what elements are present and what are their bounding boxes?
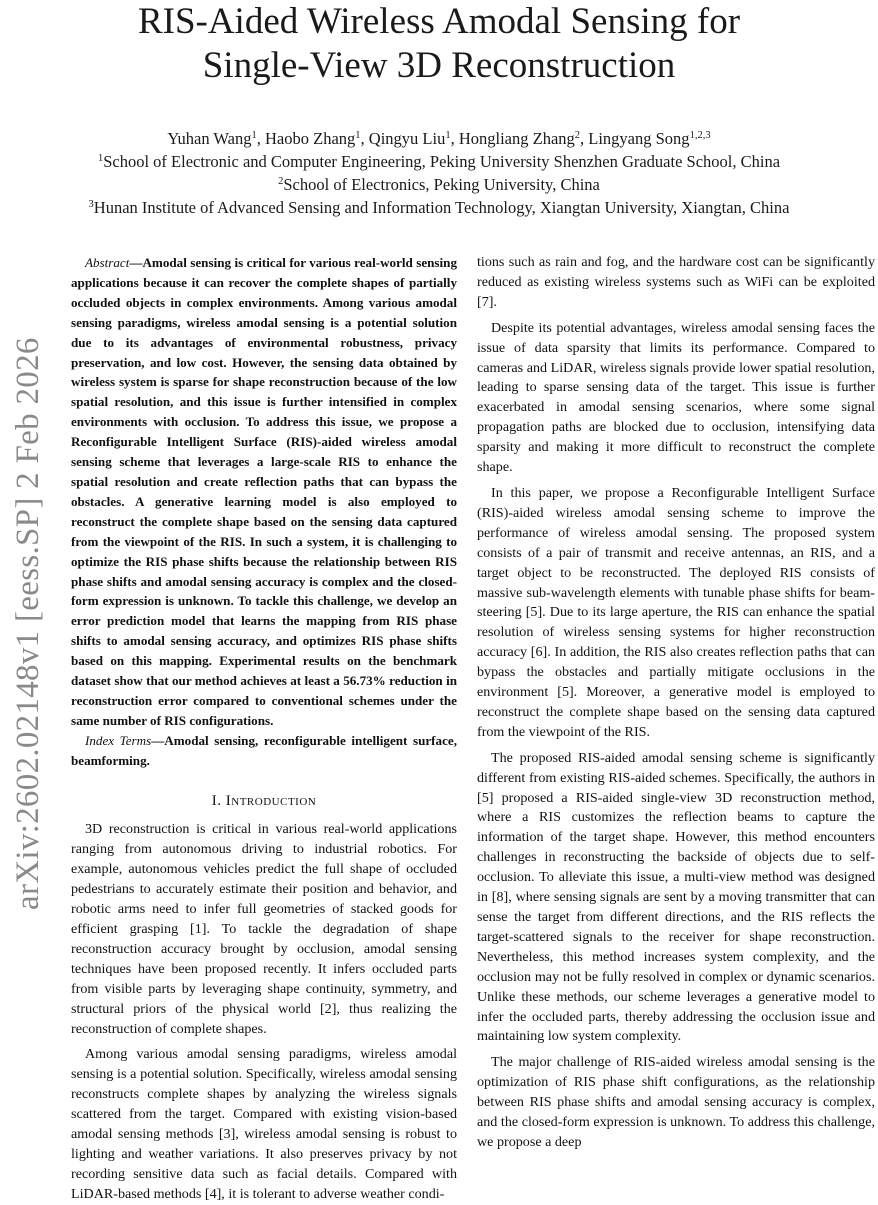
affiliation-number: 1 [97, 153, 104, 164]
author-block [0, 127, 878, 219]
author-name: Hongliang Zhang [458, 129, 575, 148]
affiliation-text: School of Electronics, Peking University, China [283, 175, 600, 194]
affiliation-text: Hunan Institute of Advanced Sensing and Information Technology, Xiangtan University, Xiangtan, China [93, 198, 790, 217]
section-heading-introduction: I. Introduction [211, 792, 317, 809]
paper-title [0, 0, 878, 88]
author-affiliation-mark: 1 [355, 130, 361, 141]
title-line-1: RIS-Aided Wireless Amodal Sensing for [137, 1, 741, 42]
index-terms: Index Terms—Amodal sensing, reconfigurable intelligent surface, beamforming. [71, 732, 457, 768]
arxiv-identifier-stamp: arXiv:2602.02148v1 [eess.SP] 2 Feb 2026 [10, 337, 46, 910]
left-column [71, 253, 457, 1205]
abstract: Abstract—Amodal sensing is critical for various real-world sensing applications because it can recover the complete shapes of partially occluded objects in complex environments. Among various amodal sensing paradigms, wireless amodal sensing is a potential solution due to its advantages of environmental robustness, privacy preservation, and low cost. However, the sensing data obtained by wireless system is sparse for shape reconstruction because of the low spatial resolution, and this issue is further intensified in complex environments with occlusion. To address this issue, we propose a Reconfigurable Intelligent Surface (RIS)-aided wireless amodal sensing scheme that leverages a large-scale RIS to enhance the spatial resolution and create reflection paths that can bypass the obstacles. A generative learning model is also employed to reconstruct the complete shape based on the sensing data captured from the viewpoint of the RIS. In such a system, it is challenging to optimize the RIS phase shifts because the relationship between RIS phase shifts and amodal sensing accuracy is complex and the closed-form expression is unknown. To tackle this challenge, we develop an error prediction model that learns the mapping from RIS phase shifts to amodal sensing accuracy, and optimizes RIS phase shifts based on this mapping. Experimental results on the benchmark dataset show that our method achieves at least a 56.73% reduction in reconstruction error compared to conventional schemes under the same number of RIS configurations. [71, 255, 457, 728]
body-paragraph: Despite its potential advantages, wireless amodal sensing faces the issue of data sparsity that limits its performance. Compared to cameras and LiDAR, wireless signals provide lower spatial resolution, leading to sparse sensing data of the target. This issue is further exacerbated in amodal sensing scenarios, where some signal propagation paths are blocked due to occlusion, intensifying data sparsity and making it more difficult to reconstruct the complete shape. [477, 319, 875, 476]
author-affiliation-mark: 1,2,3 [689, 130, 711, 141]
author-name: Qingyu Liu [368, 129, 446, 148]
body-paragraph: In this paper, we propose a Reconfigurable Intelligent Surface (RIS)-aided wireless amodal sensing scheme to improve the performance of wireless amodal sensing. The proposed system consists of a pair of transmit and receive antennas, an RIS, and a target object to be reconstructed. The deployed RIS consists of massive sub-wavelength elements with tunable phase shifts for beam-steering [5]. Due to its large aperture, the RIS can enhance the spatial resolution of wireless sensing systems for higher reconstruction accuracy [6]. In addition, the RIS also creates reflection paths that can bypass the obstacles and partially mitigate occlusions in the environment [5]. Moreover, a generative model is employed to reconstruct the complete shape based on the sensing data captured from the viewpoint of the RIS. [477, 484, 875, 740]
affiliation-number: 3 [88, 199, 94, 210]
affiliation-number: 2 [278, 176, 284, 187]
body-paragraph: The major challenge of RIS-aided wireless amodal sensing is the optimization of RIS phase shift configurations, as the relationship between RIS phase shifts and amodal sensing accuracy is complex, and the closed-form expression is unknown. To address this challenge, we propose a deep [477, 1054, 875, 1150]
author-name: Lingyang Song [588, 129, 690, 148]
author-name: Haobo Zhang [265, 129, 356, 148]
affiliation-1 [0, 150, 878, 173]
author-name: Yuhan Wang [167, 129, 252, 148]
body-paragraph: Among various amodal sensing paradigms, wireless amodal sensing is a potential solution. Specifically, wireless amodal sensing reconstructs complete shapes by analyzing the wireless signals scattered from the target. Compared with existing vision-based amodal sensing methods [3], wireless amodal sensing is robust to lighting and weather variations. It also preserves privacy by not recording sensitive data such as facial details. Compared with LiDAR-based methods [4], it is tolerant to adverse weather condi- [71, 1046, 457, 1202]
affiliation-text: School of Electronic and Computer Engineering, Peking University Shenzhen Graduate School, China [103, 152, 781, 171]
index-terms-text: Amodal sensing, reconfigurable intelligent surface, beamforming. [71, 732, 457, 768]
body-paragraph: 3D reconstruction is critical in various real-world applications ranging from autonomous driving to industrial robotics. For example, autonomous vehicles predict the full shape of occluded pedestrians to accurately estimate their position and behavior, and robotic arms need to infer full geometries of stacked goods for efficient grasping [1]. To tackle the degradation of shape reconstruction accuracy brought by occlusion, amodal sensing techniques have been proposed recently. It infers occluded parts from visible parts by leveraging shape continuity, symmetry, and structural priors of the physical world [2], thus realizing the reconstruction of complete shapes. [71, 821, 457, 1037]
author-list: Yuhan Wang$^1$, Haobo Zhang$^1$, Qingyu Liu$^1$, Hongliang Zhang$^2$, Lingyang Song$^{1,2,3}$ [167, 129, 711, 148]
author-affiliation-mark: 1 [445, 130, 451, 141]
author-affiliation-mark: 2 [574, 130, 581, 141]
body-paragraph: The proposed RIS-aided amodal sensing scheme is significantly different from existing RIS-aided schemes. Specifically, the authors in [5] proposed a RIS-aided single-view 3D reconstruction method, where a RIS customizes the reflection beams to capture the information of the target shape. However, this method encounters challenges in reconstructing the backside of objects due to self-occlusion. To alleviate this issue, a multi-view method was designed in [8], where sensing signals are sent by a moving transmitter that can sense the target from different directions, and the RIS reflects the target-scattered signals to the receiver for shape reconstruction. Nevertheless, this method increases system complexity, and the occlusion may not be fully resolved in complex or dynamic scenarios. Unlike these methods, our scheme leverages a generative model to infer the occluded parts, thereby addressing the occlusion issue and maintaining low system complexity. [477, 749, 875, 1045]
affiliation-3 [0, 196, 878, 219]
affiliation-2 [0, 173, 878, 196]
abstract-text: Amodal sensing is critical for various real-world sensing applications because it can recover the complete shapes of partially occluded objects in complex environments. Among various amodal sensing paradigms, wireless amodal sensing is a potential solution due to its advantages of environmental robustness, privacy preservation, and low cost. However, the sensing data obtained by wireless system is sparse for shape reconstruction because of the low spatial resolution, and this issue is further intensified in complex environments with occlusion. To address this issue, we propose a Reconfigurable Intelligent Surface (RIS)-aided wireless amodal sensing scheme that leverages a large-scale RIS to enhance the spatial resolution and create reflection paths that can bypass the obstacles. A generative learning model is also employed to reconstruct the complete shape based on the sensing data captured from the viewpoint of the RIS. In such a system, it is challenging to optimize the RIS phase shifts because the relationship between RIS phase shifts and amodal sensing accuracy is complex and the closed-form expression is unknown. To tackle this challenge, we develop an error prediction model that learns the mapping from RIS phase shifts to amodal sensing accuracy, and optimizes RIS phase shifts based on this mapping. Experimental results on the benchmark dataset show that our method achieves at least a 56.73% reduction in reconstruction error compared to conventional schemes under the same number of RIS configurations. [71, 255, 457, 728]
title-line-2: Single-View 3D Reconstruction [202, 45, 676, 86]
index-terms-label: Index Terms [85, 732, 152, 748]
abstract-label: Abstract [85, 255, 130, 270]
author-affiliation-mark: 1 [251, 130, 257, 141]
body-paragraph-continuation: tions such as rain and fog, and the hardware cost can be significantly reduced as existing wireless systems such as WiFi can be exploited [7]. [477, 254, 875, 310]
right-column [477, 253, 875, 1153]
